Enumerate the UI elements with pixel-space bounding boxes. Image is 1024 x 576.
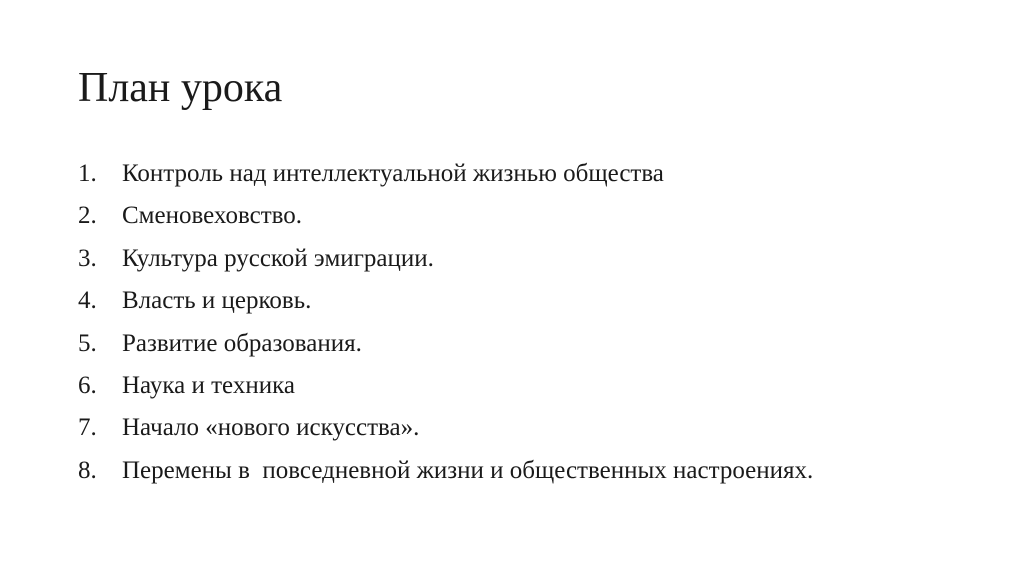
list-item-text: Культура русской эмиграции. bbox=[122, 244, 434, 272]
list-item bbox=[78, 282, 813, 324]
list-item bbox=[78, 409, 813, 451]
list-item bbox=[78, 197, 813, 239]
list-item-text: Развитие образования. bbox=[122, 329, 362, 357]
list-item-text: Контроль над интеллектуальной жизнью общества bbox=[122, 160, 664, 187]
list-item-number: 4. bbox=[78, 287, 97, 315]
list-item-text: Сменовеховство. bbox=[122, 202, 303, 230]
lesson-plan-list bbox=[78, 155, 813, 494]
list-item bbox=[78, 240, 813, 282]
list-item bbox=[78, 155, 813, 197]
list-item-text: Наука и техника bbox=[122, 371, 295, 399]
list-item-number: 6. bbox=[78, 371, 97, 399]
list-item-text: Перемены в повседневной жизни и общественных настроениях. bbox=[122, 456, 814, 484]
list-item-number: 5. bbox=[78, 329, 97, 357]
list-item-text: Начало «нового искусства». bbox=[122, 414, 420, 442]
list-item bbox=[78, 325, 813, 367]
list-item bbox=[78, 452, 813, 494]
list-item-text: Власть и церковь. bbox=[122, 287, 312, 315]
list-item-number: 2. bbox=[78, 202, 97, 230]
list-item-number: 3. bbox=[78, 244, 97, 272]
list-item-number: 7. bbox=[78, 414, 97, 442]
list-item-number: 8. bbox=[78, 456, 97, 484]
list-item bbox=[78, 367, 813, 409]
list-item-number: 1. bbox=[78, 160, 97, 187]
slide-title: План урока bbox=[78, 65, 283, 111]
